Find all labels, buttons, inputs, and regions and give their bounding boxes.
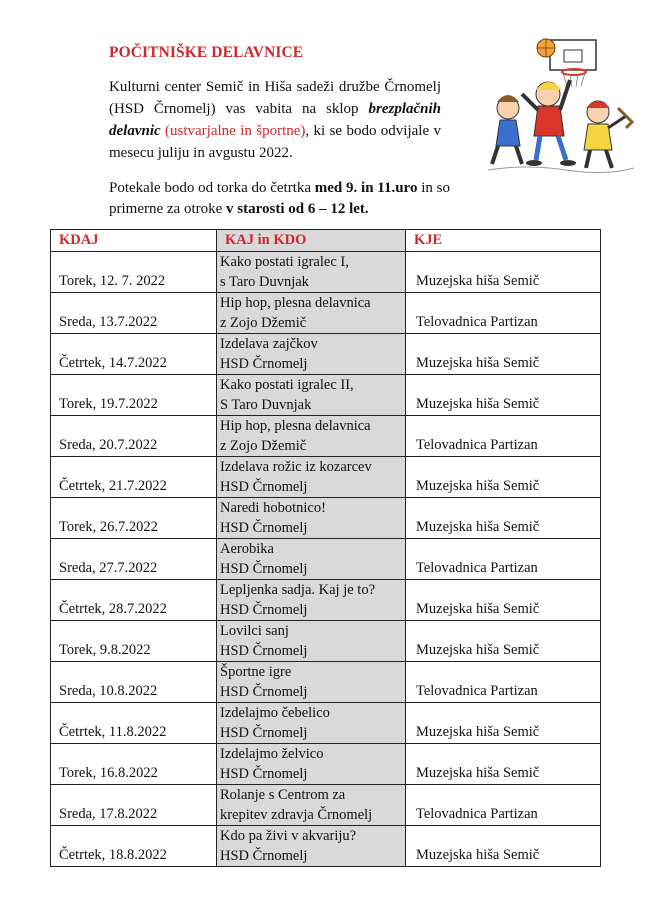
intro-emphasis: brezplačnih delavnic <box>109 101 441 139</box>
activity-line-2: HSD Črnomelj <box>220 848 308 864</box>
cell-activity <box>217 416 406 457</box>
cell-activity <box>217 539 406 580</box>
schedule-table <box>50 229 601 867</box>
cell-date: Torek, 16.8.2022 <box>51 744 217 785</box>
cell-date: Sreda, 27.7.2022 <box>51 539 217 580</box>
table-header-row <box>51 230 601 252</box>
intro-paragraph <box>109 76 441 164</box>
cell-location: Muzejska hiša Semič <box>406 498 601 539</box>
intro-text-1: Kulturni center Semič in Hiša sadeži družbe Črnomelj (HSD Črnomelj) vas vabita na sklop <box>109 79 441 117</box>
activity-line-2: HSD Črnomelj <box>220 766 308 782</box>
table-row <box>51 416 601 457</box>
activity-line-2: s Taro Duvnjak <box>220 274 309 290</box>
cell-date: Četrtek, 14.7.2022 <box>51 334 217 375</box>
activity-line-2: HSD Črnomelj <box>220 520 308 536</box>
cell-location: Muzejska hiša Semič <box>406 252 601 293</box>
activity-line-2: krepitev zdravja Črnomelj <box>220 807 373 823</box>
cell-activity <box>217 375 406 416</box>
cell-activity <box>217 744 406 785</box>
cell-date: Sreda, 20.7.2022 <box>51 416 217 457</box>
cell-location: Telovadnica Partizan <box>406 416 601 457</box>
cell-date: Torek, 19.7.2022 <box>51 375 217 416</box>
table-row <box>51 826 601 867</box>
cell-location: Muzejska hiša Semič <box>406 826 601 867</box>
cell-date: Četrtek, 21.7.2022 <box>51 457 217 498</box>
cell-activity <box>217 703 406 744</box>
cell-location: Muzejska hiša Semič <box>406 375 601 416</box>
cell-location: Muzejska hiša Semič <box>406 744 601 785</box>
activity-line-1: Izdelajmo želvico <box>220 746 324 762</box>
children-playing-illustration <box>486 36 636 176</box>
table-row <box>51 375 601 416</box>
activity-line-1: Izdelava zajčkov <box>220 336 318 352</box>
activity-line-1: Kako postati igralec I, <box>220 254 349 270</box>
activity-line-1: Aerobika <box>220 541 274 557</box>
activity-line-2: HSD Črnomelj <box>220 684 308 700</box>
when-text-1: Potekale bodo od torka do četrtka <box>109 180 315 196</box>
schedule-info-paragraph <box>109 178 469 220</box>
cell-date: Torek, 12. 7. 2022 <box>51 252 217 293</box>
header-kje: KJE <box>406 230 601 252</box>
cell-location: Muzejska hiša Semič <box>406 621 601 662</box>
cell-date: Sreda, 17.8.2022 <box>51 785 217 826</box>
activity-line-2: z Zojo Džemič <box>220 315 307 331</box>
activity-line-1: Kdo pa živi v akvariju? <box>220 828 357 844</box>
cell-activity <box>217 662 406 703</box>
cell-date: Četrtek, 11.8.2022 <box>51 703 217 744</box>
activity-line-1: Naredi hobotnico! <box>220 500 326 516</box>
activity-line-1: Izdelajmo čebelico <box>220 705 330 721</box>
activity-line-1: Lepljenka sadja. Kaj je to? <box>220 582 376 598</box>
table-row <box>51 539 601 580</box>
cell-date: Sreda, 10.8.2022 <box>51 662 217 703</box>
table-row <box>51 662 601 703</box>
cell-date: Sreda, 13.7.2022 <box>51 293 217 334</box>
cell-location: Muzejska hiša Semič <box>406 457 601 498</box>
table-row <box>51 621 601 662</box>
cell-date: Četrtek, 28.7.2022 <box>51 580 217 621</box>
table-row <box>51 457 601 498</box>
activity-line-2: HSD Črnomelj <box>220 561 308 577</box>
when-time: med 9. in 11.uro <box>314 180 418 196</box>
activity-line-2: HSD Črnomelj <box>220 643 308 659</box>
activity-line-2: S Taro Duvnjak <box>220 397 312 413</box>
document-title: POČITNIŠKE DELAVNICE <box>109 44 304 61</box>
table-row <box>51 703 601 744</box>
cell-location: Telovadnica Partizan <box>406 785 601 826</box>
intro-red-note: (ustvarjalne in športne) <box>160 123 306 139</box>
cell-activity <box>217 785 406 826</box>
activity-line-2: HSD Črnomelj <box>220 479 308 495</box>
header-kdaj: KDAJ <box>51 230 217 252</box>
cell-date: Torek, 9.8.2022 <box>51 621 217 662</box>
cell-date: Četrtek, 18.8.2022 <box>51 826 217 867</box>
activity-line-2: HSD Črnomelj <box>220 725 308 741</box>
activity-line-1: Lovilci sanj <box>220 623 289 639</box>
intro-text-2: , ki se bodo odvijale v mesecu juliju in avgustu 2022. <box>109 123 442 161</box>
activity-line-1: Športne igre <box>220 664 292 680</box>
table-row <box>51 580 601 621</box>
cell-activity <box>217 457 406 498</box>
cell-activity <box>217 498 406 539</box>
cell-location: Muzejska hiša Semič <box>406 580 601 621</box>
when-text-2: in so primerne za otroke <box>109 180 450 217</box>
cell-activity <box>217 826 406 867</box>
activity-line-1: Kako postati igralec II, <box>220 377 354 393</box>
activity-line-1: Izdelava rožic iz kozarcev <box>220 459 372 475</box>
cell-location: Telovadnica Partizan <box>406 539 601 580</box>
header-kaj-in-kdo: KAJ in KDO <box>217 230 406 252</box>
activity-line-2: HSD Črnomelj <box>220 356 308 372</box>
activity-line-2: z Zojo Džemič <box>220 438 307 454</box>
table-row <box>51 785 601 826</box>
table-row <box>51 293 601 334</box>
when-age: v starosti od 6 – 12 let. <box>226 201 369 217</box>
cell-location: Telovadnica Partizan <box>406 662 601 703</box>
activity-line-1: Hip hop, plesna delavnica <box>220 295 371 311</box>
cell-location: Muzejska hiša Semič <box>406 703 601 744</box>
cell-activity <box>217 334 406 375</box>
table-row <box>51 252 601 293</box>
table-row <box>51 334 601 375</box>
cell-activity <box>217 252 406 293</box>
activity-line-1: Rolanje s Centrom za <box>220 787 346 803</box>
cell-activity <box>217 293 406 334</box>
cell-location: Telovadnica Partizan <box>406 293 601 334</box>
table-row <box>51 498 601 539</box>
cell-date: Torek, 26.7.2022 <box>51 498 217 539</box>
cell-location: Muzejska hiša Semič <box>406 334 601 375</box>
activity-line-2: HSD Črnomelj <box>220 602 308 618</box>
cell-activity <box>217 621 406 662</box>
cell-activity <box>217 580 406 621</box>
activity-line-1: Hip hop, plesna delavnica <box>220 418 371 434</box>
table-row <box>51 744 601 785</box>
